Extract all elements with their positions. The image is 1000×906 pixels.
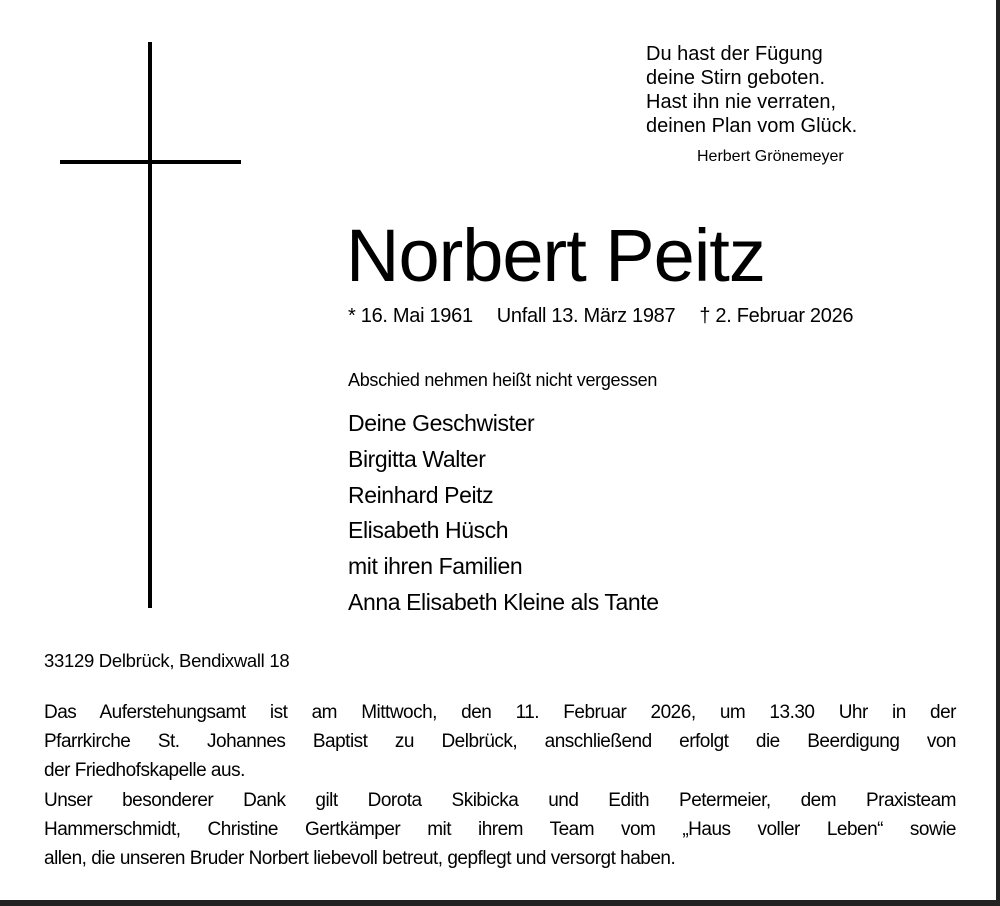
service-paragraph: [44, 698, 956, 785]
thanks-paragraph: [44, 786, 956, 873]
poem-quote: [646, 42, 857, 138]
paragraph-line: Pfarrkirche St. Johannes Baptist zu Delbrück, anschließend erfolgt die Beerdigung von: [44, 731, 956, 752]
mourner-line: Deine Geschwister: [348, 410, 535, 436]
accident-date: Unfall 13. März 1987: [496, 305, 676, 327]
mourners-list: [348, 406, 659, 621]
life-dates: [348, 305, 877, 328]
birth-date: * 16. Mai 1961: [348, 305, 473, 327]
paragraph-line: der Friedhofskapelle aus.: [44, 760, 245, 781]
motto: Abschied nehmen heißt nicht vergessen: [348, 370, 658, 390]
address: 33129 Delbrück, Bendixwall 18: [44, 650, 290, 671]
mourner-line: Elisabeth Hüsch: [348, 517, 509, 544]
mourner-line: Birgitta Walter: [348, 445, 486, 472]
mourner-line: Anna Elisabeth Kleine als Tante: [348, 588, 659, 615]
paragraph-line: Hammerschmidt, Christine Gertkämper mit ihrem Team vom „Haus voller Leben“ sowie: [44, 819, 956, 840]
mourner-line: mit ihren Familien: [348, 553, 523, 580]
poem-line: deinen Plan vom Glück.: [646, 115, 858, 137]
death-date: † 2. Februar 2026: [699, 305, 854, 327]
poem-line: Hast ihn nie verraten,: [646, 91, 837, 113]
paragraph-line: allen, die unseren Bruder Norbert liebevoll betreut, gepflegt und versorgt haben.: [44, 848, 676, 869]
cross-vertical-bar: [148, 42, 152, 608]
cross-horizontal-bar: [60, 160, 241, 164]
poem-author: Herbert Grönemeyer: [697, 148, 844, 165]
deceased-name: Norbert Peitz: [346, 214, 765, 297]
mourner-line: Reinhard Peitz: [348, 481, 494, 508]
paragraph-line: Das Auferstehungsamt ist am Mittwoch, den 11. Februar 2026, um 13.30 Uhr in der: [44, 702, 956, 723]
poem-line: Du hast der Fügung: [646, 43, 823, 65]
poem-line: deine Stirn geboten.: [646, 67, 826, 89]
paragraph-line: Unser besonderer Dank gilt Dorota Skibicka und Edith Petermeier, dem Praxisteam: [44, 790, 956, 811]
